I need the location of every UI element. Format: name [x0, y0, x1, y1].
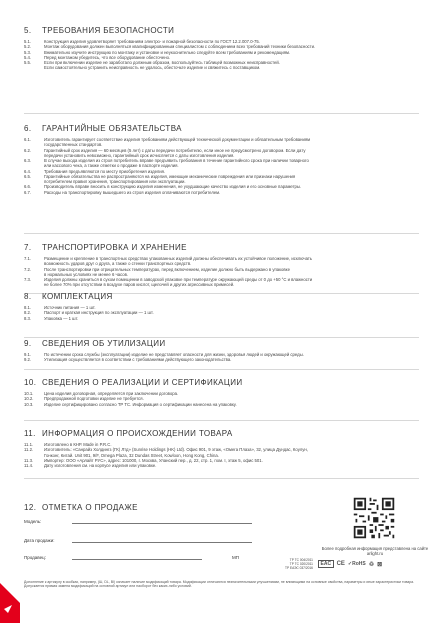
clause-text: Размещение и крепление в транспортных средствах упакованных изделий должны обеспечивать их устойчивое положение, исключать — [44, 256, 313, 261]
clause-text: В случае выхода изделия из строя потребитель вправе предъявить требования в течение гарантийного срока при наличии товарного — [44, 158, 309, 163]
clause-text: возможность ударов друг о друга, а также о стенки транспортных средств. — [44, 261, 192, 267]
clause-number: 7.2. — [24, 266, 32, 272]
section-heading: КОМПЛЕКТАЦИЯ — [42, 292, 113, 301]
clause-text: Утилизация осуществляется в соответствии с требованиями действующего законодательства. — [44, 357, 232, 363]
clause-number: 10.2. — [24, 396, 34, 402]
divider — [24, 369, 419, 370]
clause-number: 9.1. — [24, 352, 32, 357]
clause-number: 6.4. — [24, 168, 32, 174]
cert-code: ТР ТС 020/2011 — [289, 561, 313, 566]
clause-number: 11.2. — [24, 447, 34, 453]
clause-row — [24, 402, 419, 407]
clause-text: Изготовитель гарантирует соответствие изделия требованиям действующей технической документации и обязательным требованиям — [44, 137, 311, 142]
clause-row — [24, 463, 419, 468]
certification-marks — [318, 560, 382, 568]
clause-text: передачи установить невозможно, гарантийный срок исчисляется с даты изготовления изделия. — [44, 152, 235, 158]
clause-number: 6.1. — [24, 137, 32, 142]
clause-row — [24, 190, 419, 195]
clause-text: Конструкция изделия удовлетворяет требованиям электро- и пожарной безопасности по ГОСТ 12.2.007.0-75. — [44, 39, 260, 44]
clause-text: Источник питания — 1 шт. — [44, 305, 96, 310]
clause-text: или кассового чека, а также отметки о продаже в паспорте изделия. — [44, 163, 179, 169]
clause-text: Гарантийный срок изделия — 60 месяцев (5 лет) с даты передачи потребителю, если иное не предусмотрено договором. Если дату — [44, 147, 306, 153]
clause-text: потребителем правил хранения, транспортирования или эксплуатации. — [44, 179, 186, 184]
seller-field — [24, 554, 239, 560]
clause-number: 6.2. — [24, 147, 32, 153]
clause-number: 5.1. — [24, 39, 32, 44]
seller-label: Продавец: — [24, 555, 46, 560]
section-sales-certification — [24, 378, 419, 407]
certification-codes — [285, 559, 313, 570]
clause-number: 11.4. — [24, 463, 34, 468]
clause-number: 5.2. — [24, 44, 32, 50]
section-number: 8. — [24, 292, 32, 301]
clause-text: в нормальных условиях не менее 6 часов. — [44, 271, 129, 277]
section-number: 9. — [24, 339, 32, 348]
clause-text: Перед монтажом убедитесь, что все оборудование обесточено. — [44, 54, 171, 60]
eac-mark: EAC — [318, 560, 334, 568]
section-heading: ИНФОРМАЦИЯ О ПРОИСХОЖДЕНИИ ТОВАРА — [42, 429, 233, 438]
clause-text: Изготовлено в КНР. Made in P.R.C. — [44, 442, 112, 447]
clause-number: 6.6. — [24, 184, 32, 190]
clause-number: 5.3. — [24, 49, 32, 55]
clause-text: Предпродажной подготовки изделие не требуется. — [44, 396, 144, 402]
clause-text: Требования предъявляются по месту приобретения изделия. — [44, 168, 166, 174]
section-heading: ГАРАНТИЙНЫЕ ОБЯЗАТЕЛЬСТВА — [42, 124, 182, 133]
section-origin — [24, 429, 419, 468]
section-number: 12. — [24, 503, 37, 512]
cert-code: ТР ЕАЭС 037/2016 — [285, 565, 313, 570]
footer-note: Дополнение к артикулу в скобках, например, (Ш, DL, Bl) означает наличие модификаций товара. Модификации отличаются незначительными улучшениями, не влияющими на основные свойства, параметры и иные характеристики товара. Допускается прямая замена модификаций на основной артикул или наоборот без каких-либо условий. — [24, 580, 415, 589]
model-line[interactable] — [72, 518, 252, 524]
clause-text: По истечении срока службы (эксплуатации) изделие не представляет опасности для жизни, здоровья людей и окружающей среды. — [44, 352, 304, 357]
section-warranty — [24, 124, 419, 195]
qr-caption: Более подробная информация представлена на сайте arlight.ru — [321, 546, 429, 557]
clause-text: Изделие сертифицировано согласно ТР ТС. Информация о сертификации нанесена на упаковку. — [44, 401, 237, 407]
clause-number: 5.5. — [24, 60, 32, 65]
clause-text: Если самостоятельно устранить неисправность не удалось, обесточьте изделие и свяжитесь с поставщиком. — [44, 65, 261, 71]
section-title — [24, 243, 419, 252]
section-title — [24, 429, 419, 438]
section-heading: СВЕДЕНИЯ О РЕАЛИЗАЦИИ И СЕРТИФИКАЦИИ — [42, 378, 243, 387]
clause-text: Паспорт и краткая инструкция по эксплуатации — 1 шт. — [44, 310, 154, 316]
section-contents — [24, 292, 419, 321]
section-heading: ОТМЕТКА О ПРОДАЖЕ — [42, 503, 138, 512]
clause-number: 8.1. — [24, 305, 32, 310]
wheelie-bin-icon: ⊠ — [377, 561, 383, 568]
clause-text: Цена изделия договорная, определяется при заключении договора. — [44, 391, 179, 396]
divider — [24, 113, 419, 114]
brand-corner-logo — [0, 583, 20, 623]
section-title — [24, 124, 419, 133]
cert-code: ТР ТС 004/2011 — [289, 558, 313, 562]
sale-date-line[interactable] — [72, 537, 252, 543]
clause-number: 8.3. — [24, 315, 32, 321]
section-safety — [24, 26, 419, 71]
ce-mark: CE — [336, 561, 345, 567]
divider — [24, 337, 419, 338]
seller-line[interactable] — [72, 554, 202, 560]
recycle-icon: ♲ — [368, 561, 375, 568]
clause-number: 6.7. — [24, 189, 32, 195]
divider — [24, 420, 419, 421]
section-number: 11. — [24, 429, 36, 438]
clause-number: 9.2. — [24, 357, 32, 363]
clause-text: государственных стандартов. — [44, 142, 103, 148]
clause-number: 10.3. — [24, 401, 34, 407]
clause-text: Расходы на транспортировку вышедшего из строя изделия оплачиваются потребителем. — [44, 189, 221, 195]
section-title — [24, 378, 419, 387]
clause-text: Если при включении изделие не заработало должным образом, воспользуйтесь таблицей возможных неисправностей. — [44, 60, 280, 65]
clause-text: Дату изготовления см. на корпусе изделия или упаковке. — [44, 463, 157, 468]
clause-text: Производитель вправе вносить в конструкцию изделия изменения, не ухудшающие качество изделия и его основные параметры. — [44, 184, 302, 190]
sale-date-field — [24, 537, 252, 543]
section-number: 6. — [24, 124, 32, 133]
clause-text: После транспортировки при отрицательных температурах, перед включением, изделие должно быть выдержано в упаковке — [44, 266, 290, 272]
model-label: Модель: — [24, 519, 42, 524]
divider — [24, 478, 419, 479]
clause-row — [24, 282, 419, 287]
clause-row — [24, 357, 419, 362]
clause-number — [24, 65, 44, 70]
clause-number: 6.3. — [24, 158, 32, 163]
section-title — [24, 26, 419, 35]
clause-text: Изделия должны храниться в сухом помещении в заводской упаковке при температуре окружающей среды от 0 до +50 °C и влажности — [44, 277, 313, 282]
section-title — [24, 292, 419, 301]
clause-number — [24, 282, 44, 287]
section-number: 10. — [24, 378, 37, 387]
clause-number: 8.2. — [24, 310, 32, 316]
section-title — [24, 339, 419, 348]
section-transport-storage — [24, 243, 419, 288]
clause-text: Упаковка — 1 шт. — [44, 315, 79, 321]
clause-text: Изготовитель: «Санрайз Холдингз (ГК) Лтд» (Sunrise Holdings (HK) Ltd). Офис 901, 9 этаж, «Омега Плаза», 32, улица Дундас, Коулун, — [44, 447, 308, 453]
clause-text: Импортер: ООО «Арлайт РУС», адрес: 101000, г. Москва, Уланский пер., д. 22, стр. 1, пом. I, этаж 5, офис 501. — [44, 457, 263, 463]
section-heading: ТРЕБОВАНИЯ БЕЗОПАСНОСТИ — [42, 26, 175, 35]
clause-text: Монтаж оборудования должен выполняться квалифицированным специалистом с соблюдением всех требований техники безопасности. — [44, 44, 316, 50]
model-field — [24, 518, 252, 524]
clause-text: Гарантийные обязательства не распространяются на изделия, имеющие механические повреждения или признаки нарушения — [44, 173, 296, 179]
sale-date-label: Дата продажи: — [24, 538, 55, 543]
clause-number: 11.3. — [24, 457, 34, 463]
clause-text: Гонконг, Китай. Unit 901, 9/F, Omega Plaza, 32 Dundas Street, Kowloon, Hong Kong, China. — [44, 452, 219, 458]
divider — [24, 233, 419, 234]
clause-number: 7.1. — [24, 256, 32, 261]
rohs-mark: ✓RoHS — [347, 561, 366, 567]
clause-row — [24, 316, 419, 321]
clause-text: не более 70% при отсутствии в воздухе паров кислот, щелочей и других агрессивных примесей. — [44, 282, 235, 288]
clause-number: 7.3. — [24, 277, 32, 282]
section-heading: ТРАНСПОРТИРОВКА И ХРАНЕНИЕ — [42, 243, 187, 252]
clause-number: 5.4. — [24, 54, 32, 60]
qr-code[interactable] — [352, 496, 396, 540]
clause-row — [24, 65, 419, 70]
stamp-label: МП — [232, 555, 239, 560]
clause-number: 11.1. — [24, 442, 34, 447]
section-disposal — [24, 339, 419, 363]
section-heading: СВЕДЕНИЯ ОБ УТИЛИЗАЦИИ — [42, 339, 166, 348]
section-number: 7. — [24, 243, 32, 252]
clause-number: 6.5. — [24, 173, 32, 179]
section-number: 5. — [24, 26, 32, 35]
clause-text: Внимательно изучите инструкцию по монтажу и установке и неукоснительно следуйте всем требованиям и рекомендациям. — [44, 49, 291, 55]
clause-number: 10.1. — [24, 391, 34, 396]
